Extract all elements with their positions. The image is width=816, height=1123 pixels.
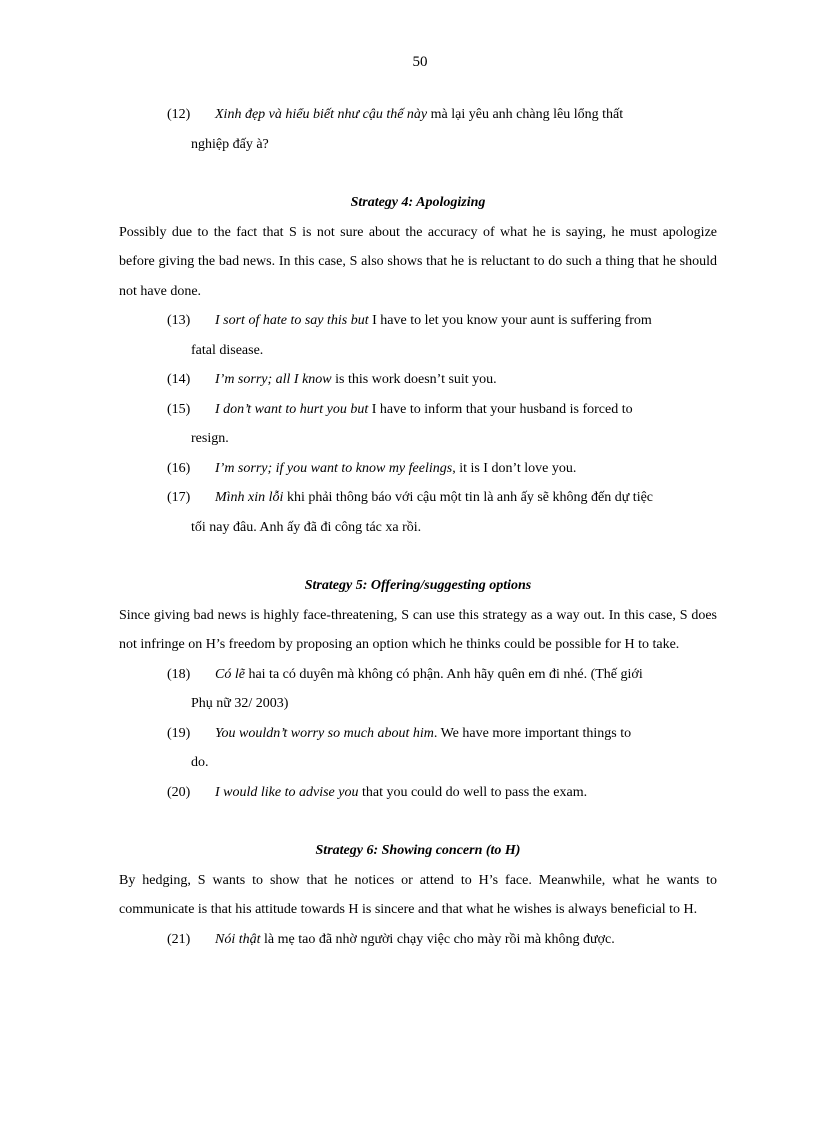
example-18 [119,660,717,719]
example-continuation: tối nay đâu. Anh ấy đã đi công tác xa rồi. [191,519,422,535]
paragraph-strategy-6: By hedging, S wants to show that he notices or attend to H’s face. Meanwhile, what he wants to communicate is that his attitude towards H is sincere and that what he wishes is always beneficial to H. [119,872,717,917]
example-14 [119,365,717,395]
document-body [119,100,717,954]
example-number: (14) [167,372,191,387]
example-italic: I’m sorry; if you want to know my feelings [215,460,453,476]
example-text: is this work doesn’t suit you. [331,372,497,387]
example-17 [119,483,717,542]
example-number: (16) [167,460,191,476]
paragraph-strategy-5: Since giving bad news is highly face-threatening, S can use this strategy as a way out. In this case, S does not infringe on H’s freedom by proposing an option which he thinks could be possible for H to take. [119,607,717,652]
example-19 [119,719,717,778]
heading-strategy-6: Strategy 6: Showing concern (to H) [315,843,521,858]
example-italic: I’m sorry; all I know [215,372,332,387]
example-number: (20) [167,784,191,800]
example-italic: Xinh đẹp và hiểu biết như cậu thế này [215,107,428,122]
example-text: khi phải thông báo với cậu một tin là anh ấy sẽ không đến dự tiệc [283,490,654,505]
example-text: mà lại yêu anh chàng lêu lổng thất [427,107,624,122]
example-continuation: fatal disease. [191,342,264,358]
example-italic: Nói thật [215,931,261,947]
example-text: I have to inform that your husband is forced to [368,401,633,417]
example-text: là mẹ tao đã nhờ người chạy việc cho mày rồi mà không được. [260,931,615,947]
example-15 [119,395,717,454]
example-12 [119,100,717,159]
example-number: (18) [167,666,191,682]
heading-strategy-5: Strategy 5: Offering/suggesting options [304,578,532,593]
example-text: , it is I don’t love you. [452,460,577,476]
example-continuation: nghiệp đấy à? [191,136,269,152]
example-text: that you could do well to pass the exam. [358,784,588,800]
example-number: (12) [167,107,191,122]
example-text: I have to let you know your aunt is suffering from [368,313,652,328]
example-text: hai ta có duyên mà không có phận. Anh hãy quên em đi nhé. (Thế giới [244,666,643,682]
heading-strategy-4: Strategy 4: Apologizing [350,195,486,210]
example-16 [119,454,717,484]
example-italic: Mình xin lỗi [215,490,284,505]
example-continuation: do. [191,755,209,770]
example-italic: Có lẽ [215,666,245,682]
example-21 [119,925,717,955]
example-number: (19) [167,725,191,741]
paragraph-strategy-4: Possibly due to the fact that S is not sure about the accuracy of what he is saying, he must apologize before giving the bad news. In this case, S also shows that he is reluctant to do such a thing that he should not have done. [119,224,717,299]
example-13 [119,306,717,365]
example-number: (21) [167,931,191,947]
page-number: 50 [412,54,428,70]
example-continuation: resign. [191,431,229,446]
example-continuation: Phụ nữ 32/ 2003) [191,696,289,711]
example-number: (15) [167,401,191,417]
example-italic: You wouldn’t worry so much about him [215,725,434,741]
example-20 [119,778,717,808]
example-italic: I don’t want to hurt you but [215,401,369,417]
example-italic: I sort of hate to say this but [215,313,369,328]
example-italic: I would like to advise you [215,784,359,800]
example-text: . We have more important things to [433,725,632,741]
example-number: (17) [167,490,191,505]
example-number: (13) [167,313,191,328]
